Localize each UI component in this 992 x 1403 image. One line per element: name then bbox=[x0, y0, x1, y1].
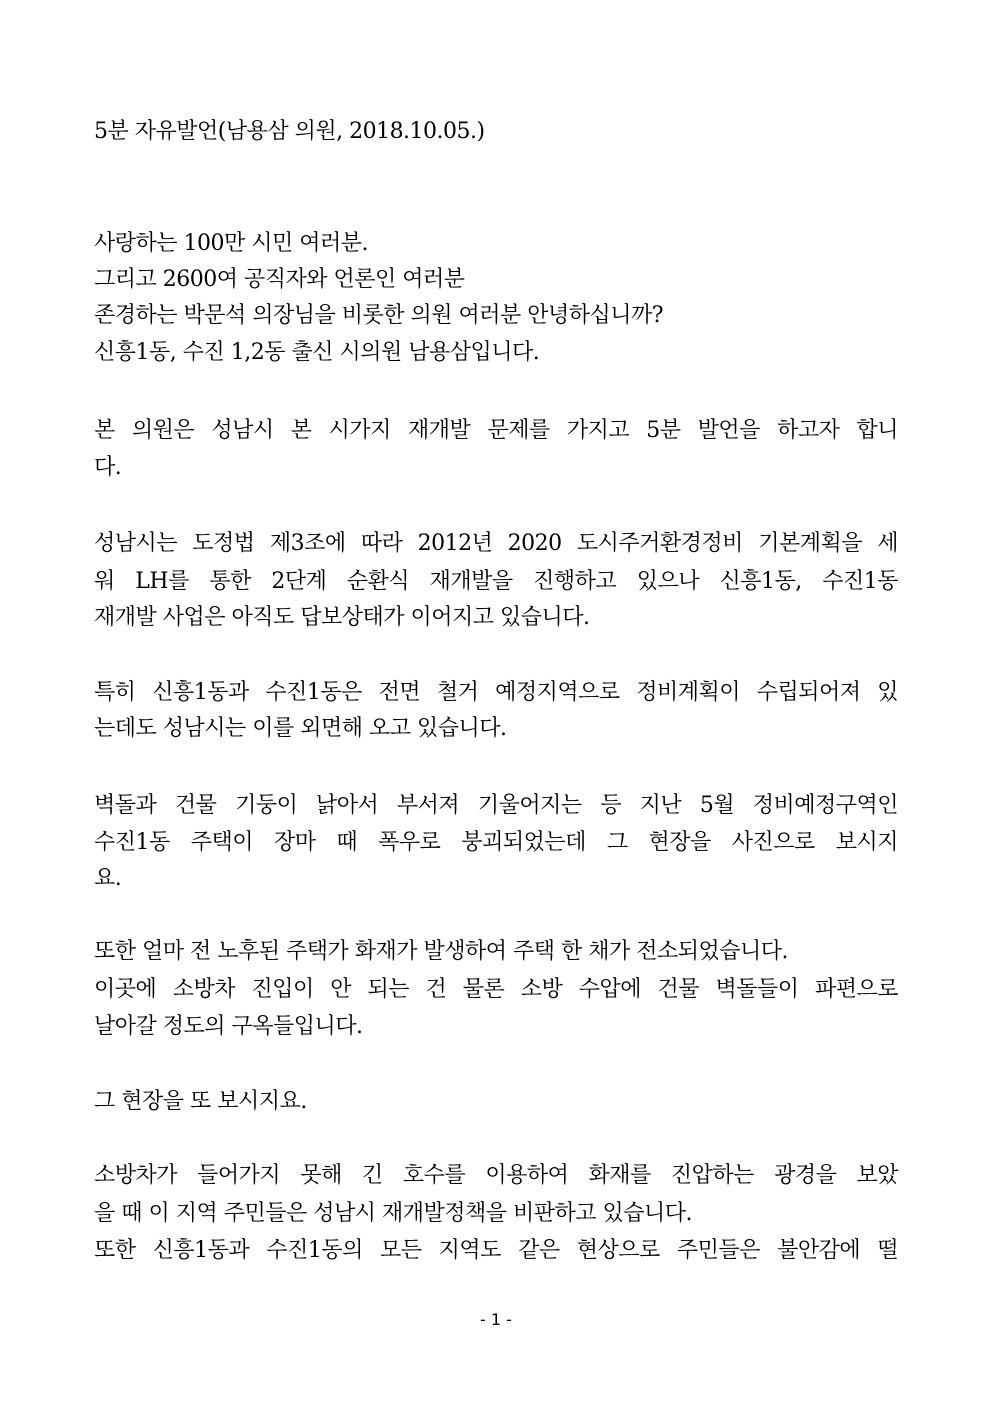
text-line: 또한 신흥1동과 수진1동의 모든 지역도 같은 현상으로 주민들은 불안감에 떨 bbox=[94, 1238, 898, 1263]
text-line: 성남시는 도정법 제3조에 따라 2012년 2020 도시주거환경정비 기본계획을 세 bbox=[94, 531, 898, 556]
text-line: 존경하는 박문석 의장님을 비롯한 의원 여러분 안녕하십니까? bbox=[94, 303, 664, 328]
text-line: 벽돌과 건물 기둥이 낡아서 부서져 기울어지는 등 지난 5월 정비예정구역인 bbox=[94, 793, 898, 818]
text-line: 신흥1동, 수진 1,2동 출신 시의원 남용삼입니다. bbox=[94, 340, 540, 365]
text-line: 다. bbox=[94, 455, 122, 480]
text-line: 워 LH를 통한 2단계 순환식 재개발을 진행하고 있으나 신흥1동, 수진1동 bbox=[94, 569, 898, 594]
text-line: 또한 얼마 전 노후된 주택가 화재가 발생하여 주택 한 채가 전소되었습니다. bbox=[94, 939, 788, 964]
text-line: 요. bbox=[94, 866, 122, 891]
text-line: 을 때 이 지역 주민들은 성남시 재개발정책을 비판하고 있습니다. bbox=[94, 1201, 692, 1226]
text-line: 는데도 성남시는 이를 외면해 오고 있습니다. bbox=[94, 716, 507, 741]
page-number: - 1 - bbox=[480, 1310, 512, 1329]
text-line: 재개발 사업은 아직도 답보상태가 이어지고 있습니다. bbox=[94, 605, 590, 630]
text-line: 날아갈 정도의 구옥들입니다. bbox=[94, 1014, 363, 1039]
document-title: 5분 자유발언(남용삼 의원, 2018.10.05.) bbox=[94, 119, 485, 144]
text-line: 그리고 2600여 공직자와 언론인 여러분 bbox=[94, 267, 465, 292]
text-line: 특히 신흥1동과 수진1동은 전면 철거 예정지역으로 정비계획이 수립되어져 있 bbox=[94, 680, 898, 705]
text-line: 본 의원은 성남시 본 시가지 재개발 문제를 가지고 5분 발언을 하고자 합니 bbox=[94, 418, 898, 443]
text-line: 수진1동 주택이 장마 때 폭우로 붕괴되었는데 그 현장을 사진으로 보시지 bbox=[94, 830, 898, 855]
text-line: 소방차가 들어가지 못해 긴 호수를 이용하여 화재를 진압하는 광경을 보았 bbox=[94, 1163, 898, 1188]
text-line: 그 현장을 또 보시지요. bbox=[94, 1089, 307, 1114]
text-line: 이곳에 소방차 진입이 안 되는 건 물론 소방 수압에 건물 벽돌들이 파편으로 bbox=[94, 977, 898, 1002]
text-line: 사랑하는 100만 시민 여러분. bbox=[94, 231, 368, 256]
